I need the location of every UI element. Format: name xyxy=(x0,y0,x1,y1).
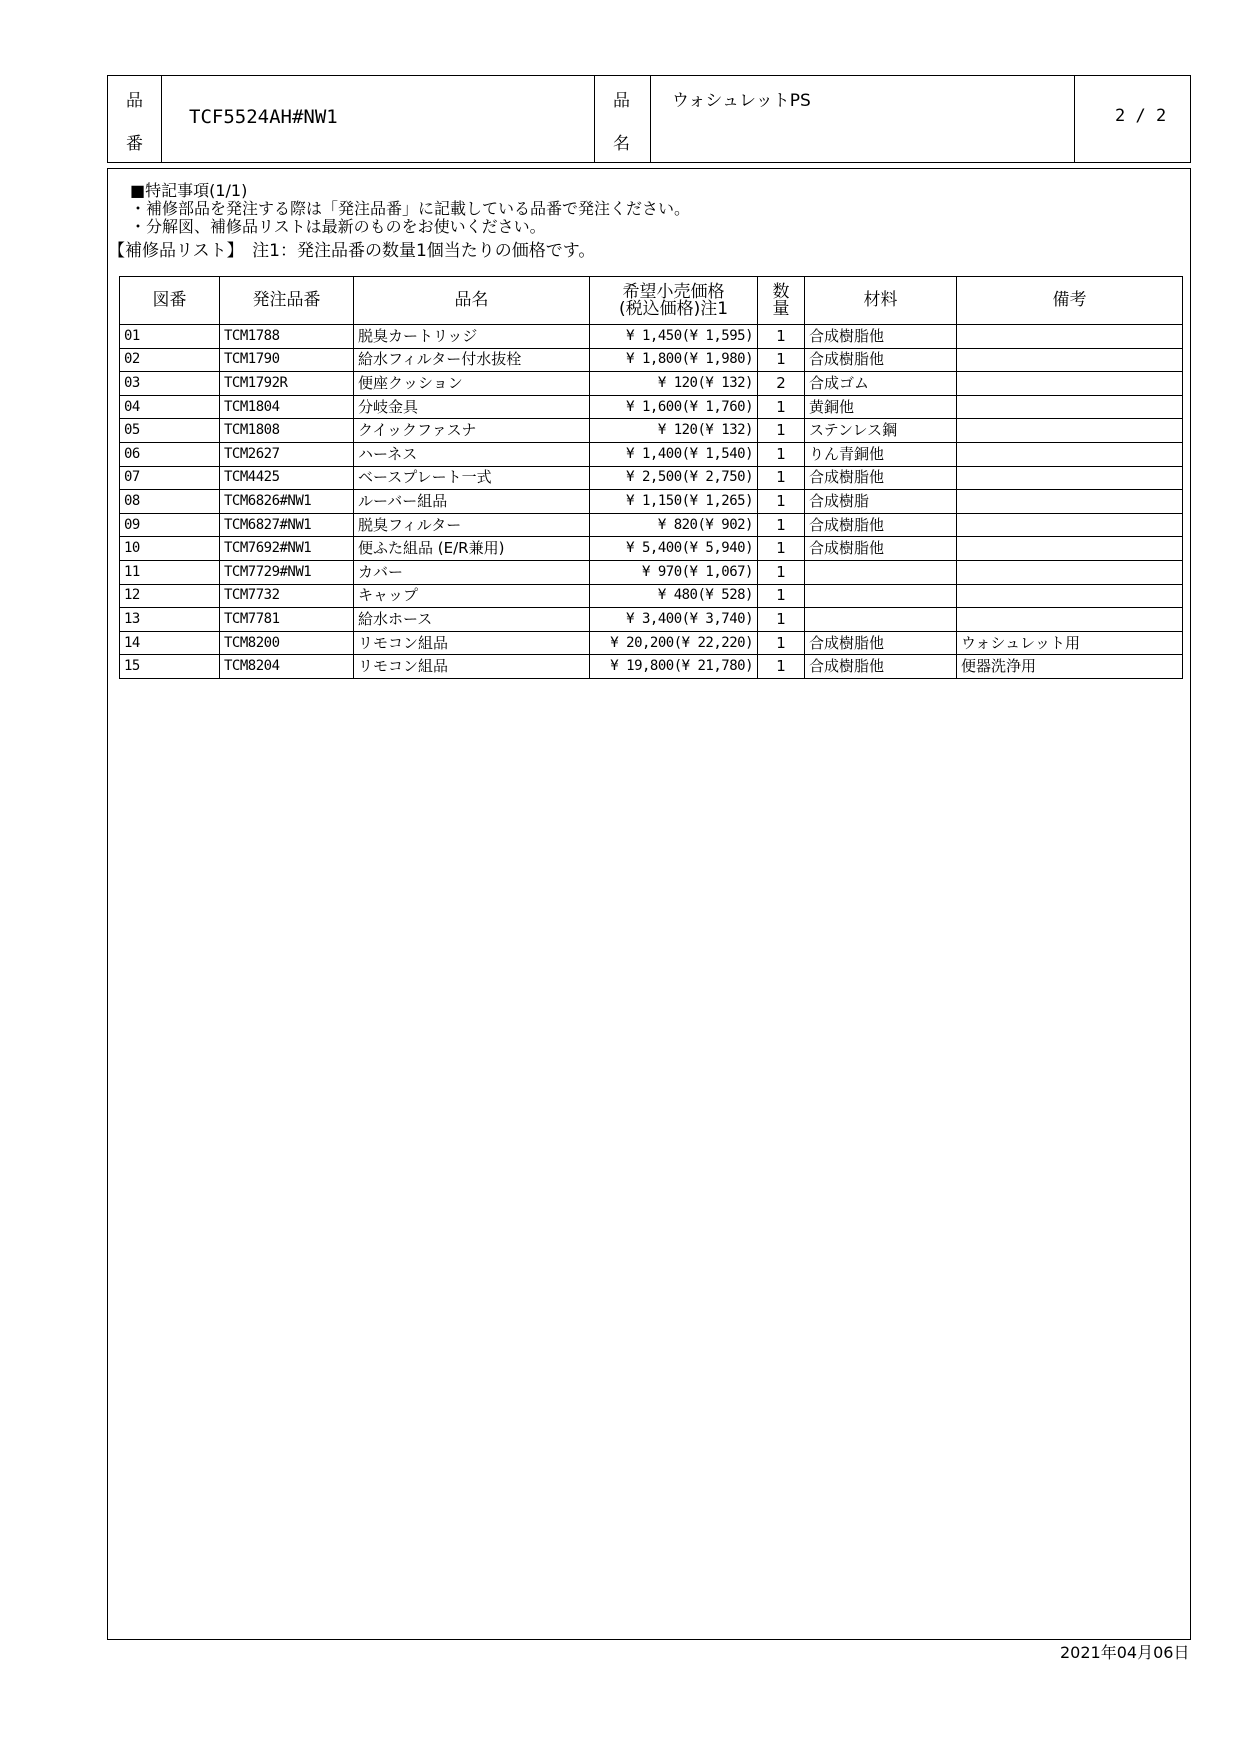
cell-figure-no: 08 xyxy=(120,490,220,514)
cell-material: 合成樹脂他 xyxy=(805,513,957,537)
cell-qty: 1 xyxy=(758,608,805,632)
cell-remarks xyxy=(957,372,1183,396)
cell-qty: 1 xyxy=(758,325,805,349)
cell-figure-no: 02 xyxy=(120,348,220,372)
cell-part-name: ルーバー組品 xyxy=(354,490,590,514)
cell-order-code: TCM8200 xyxy=(220,631,354,655)
col-header-price-line-2: (税込価格)注1 xyxy=(618,298,729,319)
notes-title: ■特記事項(1/1) xyxy=(130,181,248,200)
cell-material: 合成樹脂他 xyxy=(805,466,957,490)
cell-part-name: クイックファスナ xyxy=(354,419,590,443)
col-header-price-line-1: 希望小売価格 xyxy=(622,281,725,302)
cell-material xyxy=(805,584,957,608)
cell-qty: 1 xyxy=(758,513,805,537)
col-header-order-code: 発注品番 xyxy=(220,277,354,325)
cell-order-code: TCM7729#NW1 xyxy=(220,560,354,584)
parts-table xyxy=(119,276,1183,679)
cell-order-code: TCM6826#NW1 xyxy=(220,490,354,514)
table-row xyxy=(120,372,1183,396)
cell-material: りん青銅他 xyxy=(805,442,957,466)
cell-figure-no: 03 xyxy=(120,372,220,396)
cell-order-code: TCM1804 xyxy=(220,395,354,419)
page-number-cell xyxy=(1075,76,1190,162)
cell-part-name: 便座クッション xyxy=(354,372,590,396)
cell-material: 合成樹脂他 xyxy=(805,537,957,561)
body-frame xyxy=(107,168,1191,1640)
cell-figure-no: 07 xyxy=(120,466,220,490)
cell-figure-no: 15 xyxy=(120,655,220,679)
cell-order-code: TCM1792R xyxy=(220,372,354,396)
col-header-price xyxy=(590,277,758,325)
col-header-qty xyxy=(758,277,805,325)
cell-price: ¥ 1,400(¥ 1,540) xyxy=(590,442,758,466)
col-header-qty-line-1: 数 xyxy=(772,281,790,302)
cell-qty: 2 xyxy=(758,372,805,396)
table-row xyxy=(120,325,1183,349)
cell-qty: 1 xyxy=(758,442,805,466)
notes-line-2: ・分解図、補修品リストは最新のものをお使いください。 xyxy=(130,217,546,236)
cell-order-code: TCM6827#NW1 xyxy=(220,513,354,537)
table-row xyxy=(120,419,1183,443)
cell-remarks xyxy=(957,584,1183,608)
notes-line-1: ・補修部品を発注する際は「発注品番」に記載している品番で発注ください。 xyxy=(130,199,691,218)
cell-figure-no: 11 xyxy=(120,560,220,584)
cell-material: 合成樹脂 xyxy=(805,490,957,514)
cell-price: ¥ 2,500(¥ 2,750) xyxy=(590,466,758,490)
cell-price: ¥ 1,450(¥ 1,595) xyxy=(590,325,758,349)
product-code-label-char-2: 番 xyxy=(126,134,143,154)
cell-material: 合成樹脂他 xyxy=(805,325,957,349)
cell-order-code: TCM1808 xyxy=(220,419,354,443)
cell-part-name: 脱臭フィルター xyxy=(354,513,590,537)
cell-material: ステンレス鋼 xyxy=(805,419,957,443)
cell-material: 合成樹脂他 xyxy=(805,655,957,679)
col-header-part-name: 品名 xyxy=(354,277,590,325)
cell-remarks xyxy=(957,395,1183,419)
cell-price: ¥ 120(¥ 132) xyxy=(590,419,758,443)
document-date: 2021年04月06日 xyxy=(1060,1643,1190,1662)
cell-order-code: TCM2627 xyxy=(220,442,354,466)
cell-material xyxy=(805,560,957,584)
cell-qty: 1 xyxy=(758,537,805,561)
cell-remarks xyxy=(957,466,1183,490)
cell-price: ¥ 5,400(¥ 5,940) xyxy=(590,537,758,561)
cell-part-name: リモコン組品 xyxy=(354,631,590,655)
cell-price: ¥ 1,600(¥ 1,760) xyxy=(590,395,758,419)
cell-part-name: 便ふた組品 (E/R兼用) xyxy=(354,537,590,561)
cell-remarks xyxy=(957,325,1183,349)
table-row xyxy=(120,631,1183,655)
table-row xyxy=(120,490,1183,514)
product-code-label-char-1: 品 xyxy=(126,91,143,111)
cell-order-code: TCM7692#NW1 xyxy=(220,537,354,561)
cell-order-code: TCM1790 xyxy=(220,348,354,372)
product-name-cell xyxy=(651,76,1075,162)
cell-part-name: 分岐金具 xyxy=(354,395,590,419)
table-row xyxy=(120,348,1183,372)
cell-part-name: ベースプレート一式 xyxy=(354,466,590,490)
cell-price: ¥ 1,800(¥ 1,980) xyxy=(590,348,758,372)
cell-price: ¥ 970(¥ 1,067) xyxy=(590,560,758,584)
cell-remarks xyxy=(957,537,1183,561)
cell-order-code: TCM1788 xyxy=(220,325,354,349)
cell-qty: 1 xyxy=(758,395,805,419)
cell-part-name: キャップ xyxy=(354,584,590,608)
cell-material xyxy=(805,608,957,632)
product-code-cell xyxy=(162,76,595,162)
cell-material: 合成樹脂他 xyxy=(805,348,957,372)
cell-price: ¥ 1,150(¥ 1,265) xyxy=(590,490,758,514)
cell-figure-no: 05 xyxy=(120,419,220,443)
cell-part-name: ハーネス xyxy=(354,442,590,466)
cell-figure-no: 09 xyxy=(120,513,220,537)
cell-qty: 1 xyxy=(758,490,805,514)
cell-figure-no: 13 xyxy=(120,608,220,632)
cell-figure-no: 14 xyxy=(120,631,220,655)
table-row xyxy=(120,560,1183,584)
page-number: 2 / 2 xyxy=(1115,106,1167,126)
cell-qty: 1 xyxy=(758,348,805,372)
product-code-label-cell xyxy=(108,76,162,162)
cell-figure-no: 10 xyxy=(120,537,220,561)
cell-figure-no: 04 xyxy=(120,395,220,419)
product-code: TCF5524AH#NW1 xyxy=(189,106,338,128)
cell-order-code: TCM4425 xyxy=(220,466,354,490)
table-row xyxy=(120,584,1183,608)
parts-list-heading: 【補修品リスト】 注1：発注品番の数量1個当たりの価格です。 xyxy=(108,241,596,261)
cell-order-code: TCM7781 xyxy=(220,608,354,632)
cell-part-name: 給水ホース xyxy=(354,608,590,632)
cell-remarks xyxy=(957,513,1183,537)
cell-material: 合成ゴム xyxy=(805,372,957,396)
cell-qty: 1 xyxy=(758,419,805,443)
cell-remarks: 便器洗浄用 xyxy=(957,655,1183,679)
cell-price: ¥ 19,800(¥ 21,780) xyxy=(590,655,758,679)
cell-part-name: 給水フィルター付水抜栓 xyxy=(354,348,590,372)
col-header-remarks: 備考 xyxy=(957,277,1183,325)
col-header-material: 材料 xyxy=(805,277,957,325)
cell-order-code: TCM8204 xyxy=(220,655,354,679)
table-row xyxy=(120,513,1183,537)
cell-price: ¥ 3,400(¥ 3,740) xyxy=(590,608,758,632)
col-header-figure-no: 図番 xyxy=(120,277,220,325)
cell-price: ¥ 480(¥ 528) xyxy=(590,584,758,608)
product-name: ウォシュレットPS xyxy=(672,91,811,111)
cell-qty: 1 xyxy=(758,584,805,608)
cell-price: ¥ 120(¥ 132) xyxy=(590,372,758,396)
product-name-label-char-1: 品 xyxy=(613,91,630,111)
table-row xyxy=(120,537,1183,561)
cell-remarks xyxy=(957,560,1183,584)
cell-qty: 1 xyxy=(758,466,805,490)
cell-figure-no: 01 xyxy=(120,325,220,349)
product-name-label-char-2: 名 xyxy=(613,134,630,154)
cell-price: ¥ 20,200(¥ 22,220) xyxy=(590,631,758,655)
cell-remarks: ウォシュレット用 xyxy=(957,631,1183,655)
cell-remarks xyxy=(957,608,1183,632)
cell-qty: 1 xyxy=(758,655,805,679)
cell-qty: 1 xyxy=(758,560,805,584)
table-header-row xyxy=(120,277,1183,325)
cell-material: 黄銅他 xyxy=(805,395,957,419)
cell-remarks xyxy=(957,442,1183,466)
cell-qty: 1 xyxy=(758,631,805,655)
document-header xyxy=(107,75,1191,163)
table-row xyxy=(120,442,1183,466)
cell-part-name: リモコン組品 xyxy=(354,655,590,679)
cell-price: ¥ 820(¥ 902) xyxy=(590,513,758,537)
cell-remarks xyxy=(957,490,1183,514)
cell-part-name: 脱臭カートリッジ xyxy=(354,325,590,349)
col-header-qty-line-2: 量 xyxy=(772,298,790,319)
cell-figure-no: 12 xyxy=(120,584,220,608)
table-row xyxy=(120,608,1183,632)
table-row xyxy=(120,466,1183,490)
cell-remarks xyxy=(957,348,1183,372)
cell-order-code: TCM7732 xyxy=(220,584,354,608)
cell-part-name: カバー xyxy=(354,560,590,584)
product-name-label-cell xyxy=(595,76,651,162)
table-row xyxy=(120,655,1183,679)
table-row xyxy=(120,395,1183,419)
cell-remarks xyxy=(957,419,1183,443)
cell-figure-no: 06 xyxy=(120,442,220,466)
cell-material: 合成樹脂他 xyxy=(805,631,957,655)
